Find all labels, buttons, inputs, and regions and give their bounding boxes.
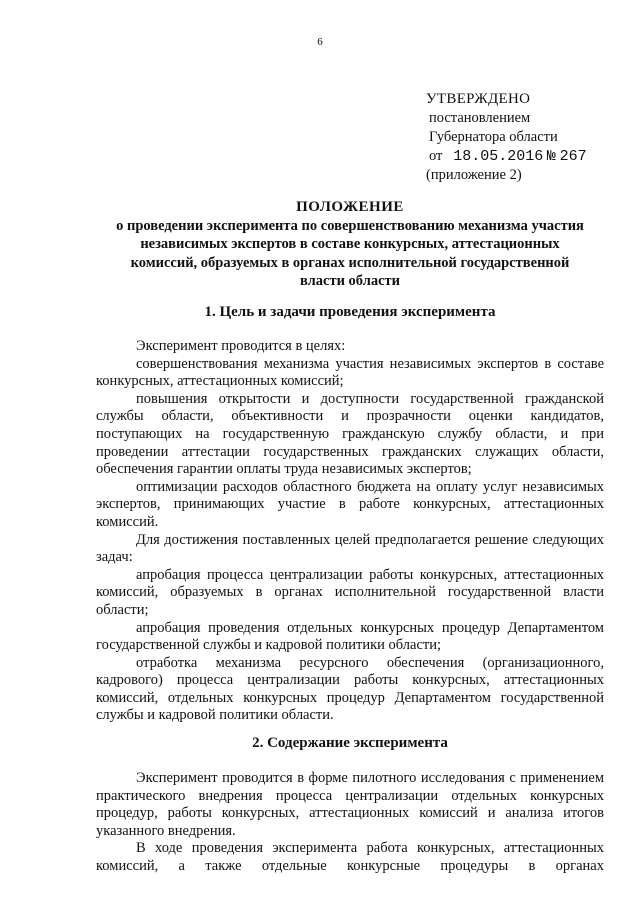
document-title-line-2: независимых экспертов в составе конкурсных, аттестационных <box>140 236 560 252</box>
approval-line-resolution: постановлением <box>429 110 531 126</box>
paragraph: Эксперимент проводится в целях: <box>136 338 346 354</box>
document-title-line-3: комиссий, образуемых в органах исполнительной государственной <box>130 254 570 271</box>
approval-from-label: от <box>429 148 443 164</box>
document-title-line-4: власти области <box>300 273 400 289</box>
approval-stamp-block <box>426 90 626 185</box>
section-2-body <box>96 770 604 876</box>
paragraph: Эксперимент проводится в форме пилотного исследования с применением практического внедрения процесса централизации отдельных конкурсных процедур, работы конкурсных, аттестационных комиссий и анализа итогов указанного внедрения. <box>96 770 604 839</box>
approval-date-line <box>426 147 626 166</box>
section-1-body <box>96 338 604 725</box>
paragraph: совершенствования механизма участия независимых экспертов в составе конкурсных, аттестационных комиссий; <box>96 355 604 390</box>
paragraph: апробация проведения отдельных конкурсных процедур Департаментом государственной службы и кадровой политики области; <box>96 619 604 654</box>
section-2-heading: 2. Содержание эксперимента <box>252 735 448 751</box>
paragraph: отработка механизма ресурсного обеспечения (организационного, кадрового) процесса централизации работы конкурсных, аттестационных комиссий, отдельных конкурсных процедур Департаментом государственной службы и кадровой политики области. <box>96 654 604 724</box>
approval-date: 18.05.2016 <box>453 148 544 165</box>
approval-number: 267 <box>559 148 587 165</box>
document-title-main: ПОЛОЖЕНИЕ <box>296 199 404 215</box>
document-title <box>96 198 604 291</box>
paragraph: апробация процесса централизации работы конкурсных, аттестационных комиссий, образуемых в органах исполнительной государственной власти области; <box>96 566 604 618</box>
document-title-line-1: о проведении эксперимента по совершенствованию механизма участия <box>116 217 584 234</box>
paragraph: повышения открытости и доступности государственной гражданской службы области, объективности и прозрачности оценки кандидатов, поступающих на государственную гражданскую службу области, и при проведении аттестации государственных гражданских служащих области, обеспечения гарантии оплаты труда независимых экспертов; <box>96 390 604 478</box>
paragraph: В ходе проведения эксперимента работа конкурсных, аттестационных комиссий, а также отдельные конкурсные процедуры в органах <box>96 840 604 874</box>
approval-appendix: (приложение 2) <box>426 167 522 183</box>
section-1-heading: 1. Цель и задачи проведения эксперимента <box>204 304 496 320</box>
approved-label: УТВЕРЖДЕНО <box>426 91 531 107</box>
approval-line-governor: Губернатора области <box>429 129 558 145</box>
paragraph: оптимизации расходов областного бюджета на оплату услуг независимых экспертов, принимающих участие в работе конкурсных, аттестационных комиссий. <box>96 478 604 530</box>
approval-number-sign: № <box>546 148 556 165</box>
paragraph: Для достижения поставленных целей предполагается решение следующих задач: <box>96 531 604 566</box>
page-number: 6 <box>317 36 323 48</box>
